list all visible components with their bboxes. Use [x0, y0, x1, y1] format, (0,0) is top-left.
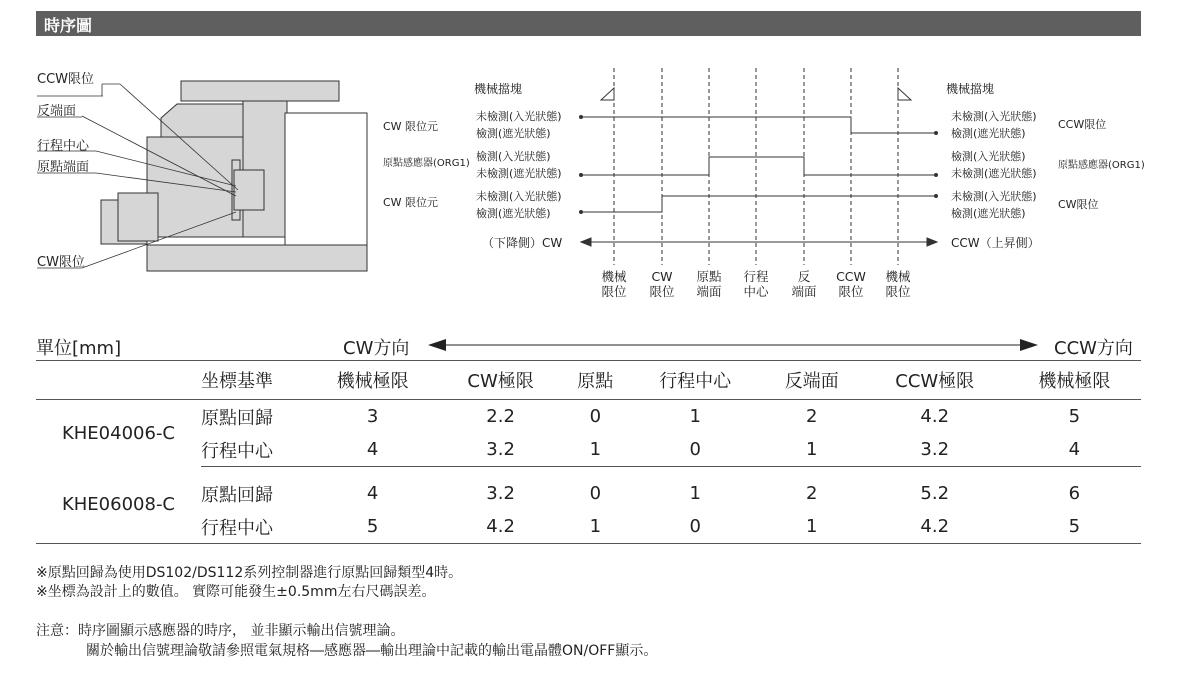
label-stroke-center: 行程中心	[37, 139, 90, 154]
direction-right-label: CCW（上昇側）	[951, 236, 1040, 250]
row2-bottom: 未檢測(遮光狀態)	[476, 167, 562, 180]
row3-bottom: 檢測(遮光狀態)	[476, 207, 551, 220]
bottom-label-ccw-limit: CCW 限位	[836, 269, 866, 299]
row2-top: 檢測(入光狀態)	[476, 150, 551, 163]
bottom-label-cw-limit: CW 限位	[649, 269, 675, 299]
label-ccw-limit: CCW限位	[37, 72, 95, 87]
row3-right-top: 未檢測(入光狀態)	[951, 190, 1037, 203]
row1-right-top: 未檢測(入光狀態)	[951, 110, 1037, 123]
label-origin-end: 原點端面	[37, 160, 90, 175]
bottom-label-mech-limit-right: 機械 限位	[885, 269, 911, 299]
mech-stop-right-label: 機械擋塊	[946, 82, 995, 96]
caution-line-2: 關於輸出信號理論敬請參照電氣規格―感應器―輸出理論中記載的輸出電晶體ON/OFF顯示。	[86, 643, 658, 659]
direction-left-label: （下降側）CW	[482, 236, 563, 250]
footnote-2: ※坐標為設計上的數值。 實際可能發生±0.5mm左右尺碼誤差。	[36, 584, 436, 600]
cw-limit-right-label: CW限位	[1058, 198, 1099, 211]
row1-right-bottom: 檢測(遮光狀態)	[951, 127, 1026, 140]
bottom-label-mech-limit-left: 機械 限位	[601, 269, 627, 299]
header-col: CCW極限	[862, 361, 1008, 400]
header-col: 行程中心	[629, 361, 762, 400]
row1-bottom: 檢測(遮光狀態)	[476, 127, 551, 140]
bottom-label-anti-end: 反 端面	[791, 269, 817, 299]
row2-right-top: 檢測(入光狀態)	[951, 150, 1026, 163]
label-anti-end: 反端面	[37, 104, 77, 119]
header-col: 原點	[562, 361, 629, 400]
direction-arrow	[0, 335, 1198, 355]
header-col: 反端面	[762, 361, 862, 400]
header-col: CW極限	[439, 361, 562, 400]
org-right-label: 原點感應器(ORG1)	[1058, 160, 1145, 171]
row3-top: 未檢測(入光狀態)	[476, 190, 562, 203]
table-row: 行程中心 5 4.2 1 0 1 4.2 5	[36, 510, 1141, 544]
org-signal-label: 原點感應器(ORG1)	[383, 158, 470, 169]
row1-top: 未檢測(入光狀態)	[476, 110, 562, 123]
header-col: 機械極限	[1008, 361, 1141, 400]
ccw-limit-right-label: CCW限位	[1058, 118, 1107, 131]
mech-stop-left-label: 機械擋塊	[474, 82, 523, 96]
unit-label: 單位[mm]	[36, 338, 122, 359]
header-col: 機械極限	[306, 361, 439, 400]
model-name: KHE04006-C	[61, 422, 176, 444]
model-name: KHE06008-C	[36, 467, 201, 544]
footnote-1: ※原點回歸為使用DS102/DS112系列控制器進行原點回歸類型4時。	[36, 565, 463, 581]
row2-right-bottom: 未檢測(遮光狀態)	[951, 167, 1037, 180]
cw-limit-signal-label: CW 限位元	[383, 120, 439, 133]
header-basis: 坐標基準	[201, 361, 306, 400]
label-cw-limit: CW限位	[37, 255, 85, 270]
table-row: KHE06008-C 原點回歸 4 3.2 0 1 2 5.2 6	[36, 467, 1141, 511]
coordinate-table	[36, 360, 1141, 544]
table-row: 行程中心 4 3.2 1 0 1 3.2 4	[36, 433, 1141, 467]
cw-direction-label: CW方向	[343, 338, 410, 359]
ccw-direction-label: CCW方向	[1054, 338, 1133, 359]
bottom-label-origin-end: 原點 端面	[696, 269, 722, 299]
cw-limit-signal-label-2: CW 限位元	[383, 196, 439, 209]
table-row: KHE04006-C 原點回歸 3 2.2 0 1 2 4.2 5	[36, 400, 1141, 434]
row3-right-bottom: 檢測(遮光狀態)	[951, 207, 1026, 220]
caution-line-1: 注意：時序圖顯示感應器的時序， 並非顯示輸出信號理論。	[36, 623, 405, 639]
bottom-label-stroke-center: 行程 中心	[743, 269, 769, 299]
section-title: 時序圖	[44, 16, 93, 35]
